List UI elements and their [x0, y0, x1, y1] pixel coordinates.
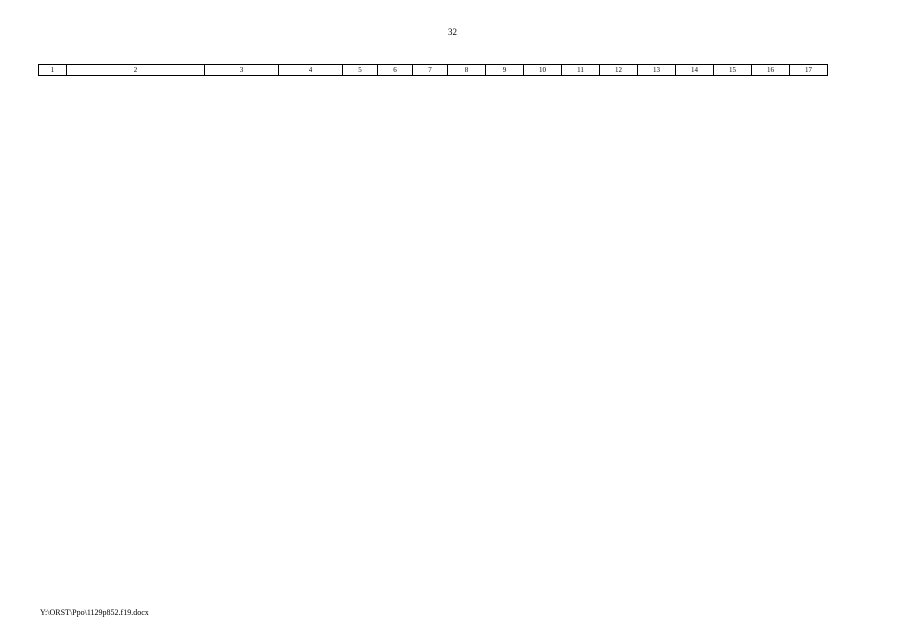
header-cell: 9: [486, 65, 524, 76]
header-cell: 1: [39, 65, 67, 76]
header-cell: 16: [752, 65, 790, 76]
page-number: 32: [448, 27, 457, 37]
header-cell: 12: [600, 65, 638, 76]
header-cell: 11: [562, 65, 600, 76]
header-cell: 15: [714, 65, 752, 76]
header-cell: 2: [67, 65, 205, 76]
header-cell: 3: [205, 65, 279, 76]
header-cell: 17: [790, 65, 828, 76]
header-cell: 14: [676, 65, 714, 76]
file-path-footer: Y:\ORST\Ppo\1129p852.f19.docx: [40, 608, 149, 617]
header-cell: 13: [638, 65, 676, 76]
header-cell: 4: [279, 65, 343, 76]
header-cell: 10: [524, 65, 562, 76]
header-cell: 8: [448, 65, 486, 76]
header-cell: 6: [378, 65, 413, 76]
header-row: [39, 65, 828, 76]
header-cell: 7: [413, 65, 448, 76]
header-cell: 5: [343, 65, 378, 76]
budget-table: [38, 64, 828, 76]
